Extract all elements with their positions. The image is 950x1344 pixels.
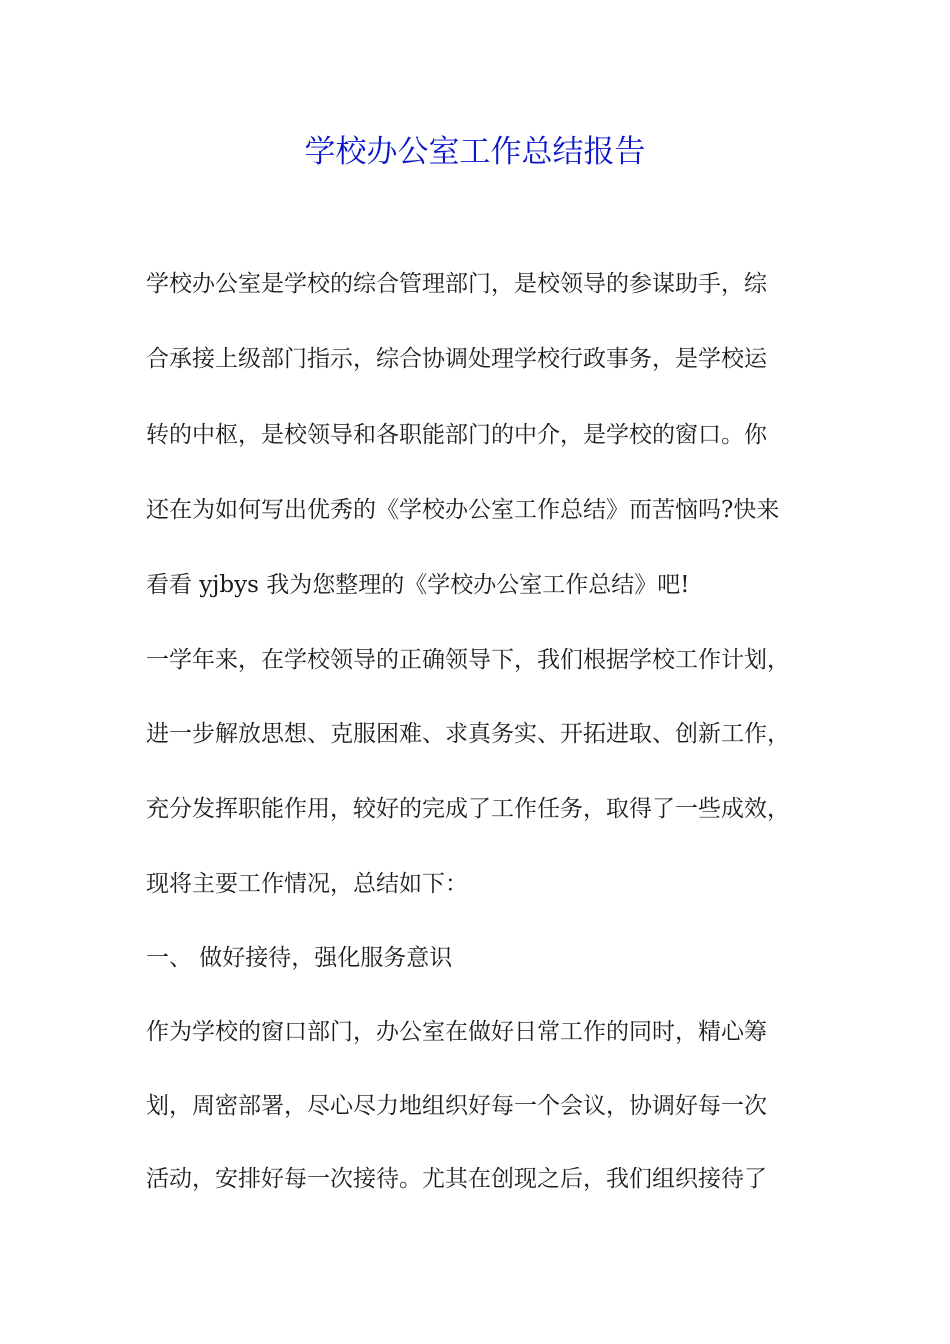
paragraph-line: 合承接上级部门指示，综合协调处理学校行政事务，是学校运 <box>146 346 767 372</box>
paragraph-line: 活动，安排好每一次接待。尤其在创现之后，我们组织接待了 <box>146 1166 767 1192</box>
paragraph-line: 学校办公室是学校的综合管理部门，是校领导的参谋助手，综 <box>146 271 767 297</box>
paragraph-line: 看看 yjbys 我为您整理的《学校办公室工作总结》吧! <box>146 572 690 598</box>
paragraph-line: 划，周密部署，尽心尽力地组织好每一个会议，协调好每一次 <box>146 1093 767 1119</box>
paragraph-line: 作为学校的窗口部门，办公室在做好日常工作的同时，精心筹 <box>146 1019 767 1045</box>
paragraph-line: 转的中枢，是校领导和各职能部门的中介，是学校的窗口。你 <box>146 422 767 448</box>
paragraph-line: 进一步解放思想、克服困难、求真务实、开拓进取、创新工作， <box>146 721 790 747</box>
document-title: 学校办公室工作总结报告 <box>304 134 646 170</box>
paragraph-line: 充分发挥职能作用，较好的完成了工作任务，取得了一些成效， <box>146 796 790 822</box>
section-heading: 一、 做好接待，强化服务意识 <box>146 945 453 971</box>
paragraph-line: 还在为如何写出优秀的《学校办公室工作总结》而苦恼吗?快来 <box>146 497 780 523</box>
paragraph-line: 现将主要工作情况，总结如下： <box>146 871 468 897</box>
paragraph-line: 一学年来，在学校领导的正确领导下，我们根据学校工作计划， <box>146 647 790 673</box>
